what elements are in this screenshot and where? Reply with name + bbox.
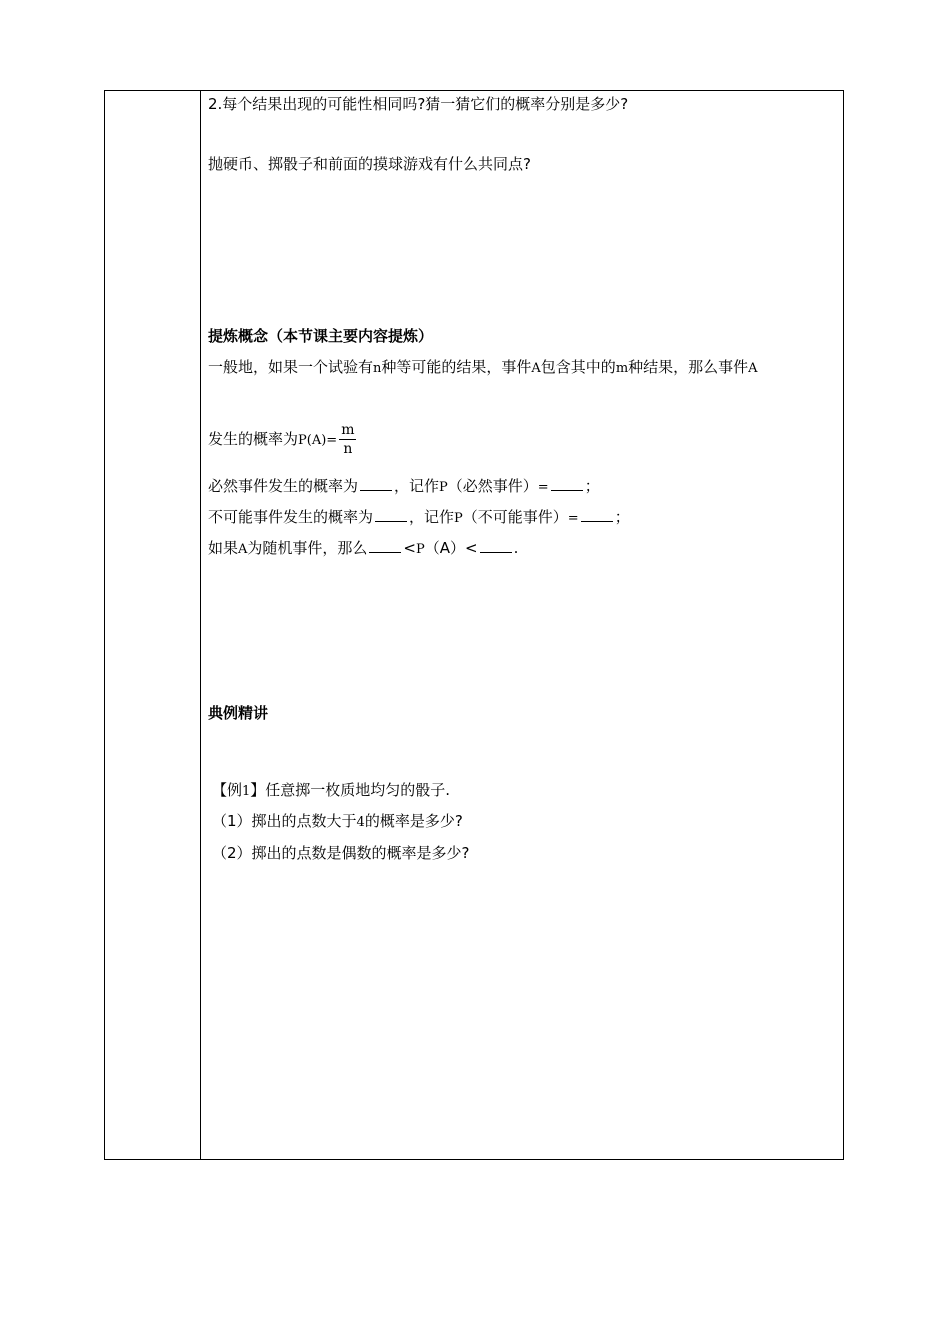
example-heading: 典例精讲	[208, 704, 269, 722]
random-end: .	[513, 539, 519, 557]
certain-event-line	[208, 476, 600, 498]
definition-line	[208, 357, 758, 379]
fraction-numerator: m	[341, 422, 355, 438]
certain-text-2: ，记作	[394, 477, 440, 495]
ex1-q1-text-b: 的概率是多少?	[364, 812, 463, 830]
def-a2: A	[748, 361, 758, 376]
prob-formula: P(A)=	[298, 433, 338, 448]
fill-blank	[369, 538, 401, 553]
column-divider	[200, 91, 201, 1159]
fraction-denominator: n	[343, 441, 353, 457]
ex1-q1-text-a: （1）掷出的点数大于	[212, 812, 357, 830]
certain-text-1: 必然事件发生的概率为	[208, 477, 359, 495]
example-1-question-1	[212, 811, 463, 833]
ex1-q1-num: 4	[356, 815, 365, 830]
def-text-1: 一般地，如果一个试验有	[208, 358, 374, 376]
random-lt-1: <	[403, 539, 416, 557]
impossible-event-line	[208, 507, 630, 529]
impossible-text-3: （不可能事件）	[462, 508, 568, 526]
def-m: m	[615, 361, 629, 376]
def-a: A	[531, 361, 541, 376]
random-text-2: 为随机事件，那么	[247, 539, 368, 557]
probability-formula-line	[208, 420, 356, 460]
question-2: 2.每个结果出现的可能性相同吗?猜一猜它们的概率分别是多少?	[208, 95, 629, 113]
random-text-1: 如果	[208, 539, 239, 557]
fraction	[339, 421, 356, 458]
def-text-2: 种等可能的结果，事件	[381, 358, 532, 376]
certain-text-3: （必然事件）	[447, 477, 538, 495]
random-paren: （A）	[424, 539, 466, 557]
impossible-end: ；	[614, 508, 630, 526]
concept-heading: 提炼概念（本节课主要内容提炼）	[208, 327, 434, 345]
fill-blank	[551, 476, 583, 491]
question-common: 抛硬币、掷骰子和前面的摸球游戏有什么共同点?	[208, 155, 531, 173]
certain-eq: =	[537, 480, 549, 495]
random-event-line	[208, 538, 518, 560]
fill-blank	[581, 507, 613, 522]
fill-blank	[375, 507, 407, 522]
certain-p: P	[439, 480, 448, 495]
random-a: A	[238, 542, 248, 557]
impossible-text-1: 不可能事件发生的概率为	[208, 508, 374, 526]
certain-end: ；	[584, 477, 600, 495]
random-p: P	[416, 542, 425, 557]
fill-blank	[360, 476, 392, 491]
impossible-p: P	[454, 511, 463, 526]
def-n: n	[373, 361, 382, 376]
ex1-open: 【例	[212, 781, 243, 799]
lesson-table	[104, 90, 844, 1160]
def-text-4: 种结果，那么事件	[628, 358, 749, 376]
random-lt-2: <	[465, 539, 478, 557]
fill-blank	[480, 538, 512, 553]
ex1-text: 】任意掷一枚质地均匀的骰子.	[250, 781, 451, 799]
def-text-3: 包含其中的	[540, 358, 616, 376]
ex1-num: 1	[242, 784, 251, 799]
example-1-question-2: （2）掷出的点数是偶数的概率是多少?	[212, 844, 470, 862]
prob-prefix: 发生的概率为	[208, 430, 299, 448]
impossible-eq: =	[567, 511, 579, 526]
impossible-text-2: ，记作	[409, 508, 455, 526]
example-1-title	[212, 780, 450, 802]
